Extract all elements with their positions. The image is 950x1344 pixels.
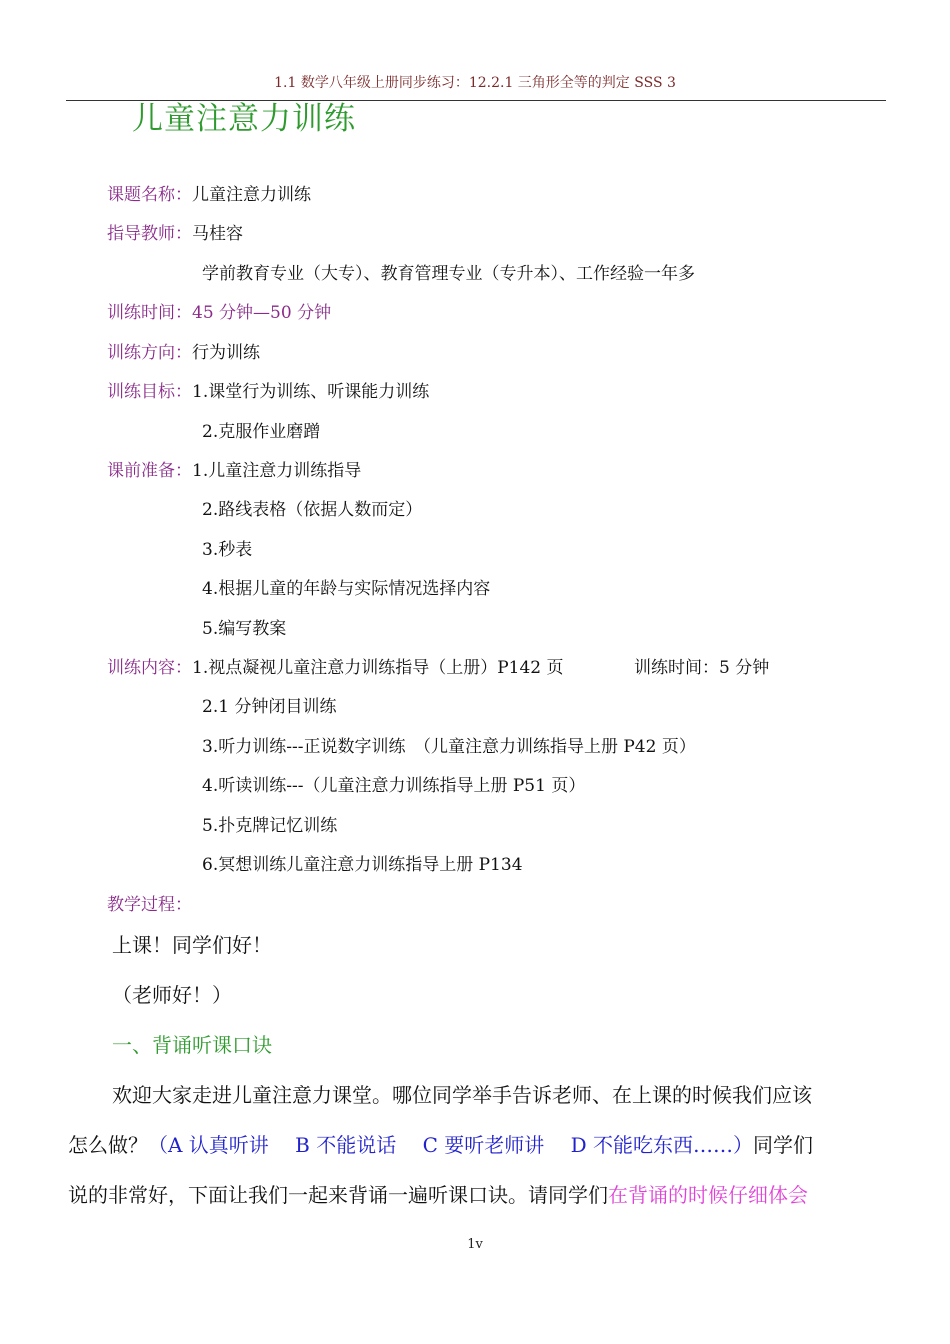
prep-item: 1.儿童注意力训练指导 xyxy=(192,461,362,481)
content-item: 3.听力训练---正说数字训练 （儿童注意力训练指导上册 P42 页） xyxy=(202,737,696,757)
direction-row xyxy=(107,342,260,364)
paragraph-text: 同学们 xyxy=(752,1133,813,1157)
page-header: 1.1 数学八年级上册同步练习：12.2.1 三角形全等的判定 SSS 3 xyxy=(274,75,676,91)
prep-item: 4.根据儿童的年龄与实际情况选择内容 xyxy=(202,579,491,599)
topic-label: 课题名称： xyxy=(107,185,192,205)
prep-item: 3.秒表 xyxy=(202,540,253,560)
content-row xyxy=(107,657,564,679)
content-item: 5.扑克牌记忆训练 xyxy=(202,816,338,836)
paragraph-text: 说的非常好，下面让我们一起来背诵一遍听课口诀。请同学们 xyxy=(68,1183,608,1207)
prep-row xyxy=(107,460,361,482)
goal-label: 训练目标： xyxy=(107,382,192,402)
teacher-row xyxy=(107,223,243,245)
teacher-label: 指导教师： xyxy=(107,224,192,244)
time-label: 训练时间： xyxy=(107,303,192,323)
direction-label: 训练方向： xyxy=(107,343,192,363)
teacher-value: 马桂容 xyxy=(192,224,243,244)
paragraph-line: 欢迎大家走进儿童注意力课堂。哪位同学举手告诉老师、在上课的时候我们应该 xyxy=(112,1083,812,1107)
direction-value: 行为训练 xyxy=(192,343,260,363)
document-title: 儿童注意力训练 xyxy=(132,101,356,137)
topic-value: 儿童注意力训练 xyxy=(192,185,311,205)
section-heading: 一、背诵听课口诀 xyxy=(112,1033,272,1057)
content-time: 训练时间：5 分钟 xyxy=(634,658,770,678)
teacher-detail: 学前教育专业（大专）、教育管理专业（专升本）、工作经验一年多 xyxy=(202,264,695,284)
highlighted-text: 在背诵的时候仔细体会 xyxy=(608,1183,808,1207)
time-row xyxy=(107,302,331,324)
answer-options: （A 认真听讲 B 不能说话 C 要听老师讲 D 不能吃东西……） xyxy=(148,1133,753,1157)
topic-row xyxy=(107,184,311,206)
paragraph-text: 怎么做？ xyxy=(68,1133,148,1157)
greeting: 上课！同学们好！ xyxy=(112,933,272,957)
content-item: 1.视点凝视儿童注意力训练指导（上册）P142 页 xyxy=(192,658,564,678)
reply: （老师好！） xyxy=(112,983,232,1007)
content-label: 训练内容： xyxy=(107,658,192,678)
prep-item: 2.路线表格（依据人数而定） xyxy=(202,500,423,520)
paragraph-line xyxy=(68,1131,813,1159)
prep-item: 5.编写教案 xyxy=(202,619,287,639)
prep-label: 课前准备： xyxy=(107,461,192,481)
content-item: 6.冥想训练儿童注意力训练指导上册 P134 xyxy=(202,855,523,875)
page-number: 1v xyxy=(467,1237,483,1252)
paragraph-line xyxy=(68,1181,808,1209)
goal-item: 2.克服作业磨蹭 xyxy=(202,422,321,442)
content-item: 4.听读训练---（儿童注意力训练指导上册 P51 页） xyxy=(202,776,586,796)
goal-row xyxy=(107,381,429,403)
process-label: 教学过程： xyxy=(107,895,192,915)
content-item: 2.1 分钟闭目训练 xyxy=(202,697,337,717)
time-value: 45 分钟—50 分钟 xyxy=(192,303,332,323)
goal-item: 1.课堂行为训练、听课能力训练 xyxy=(192,382,430,402)
